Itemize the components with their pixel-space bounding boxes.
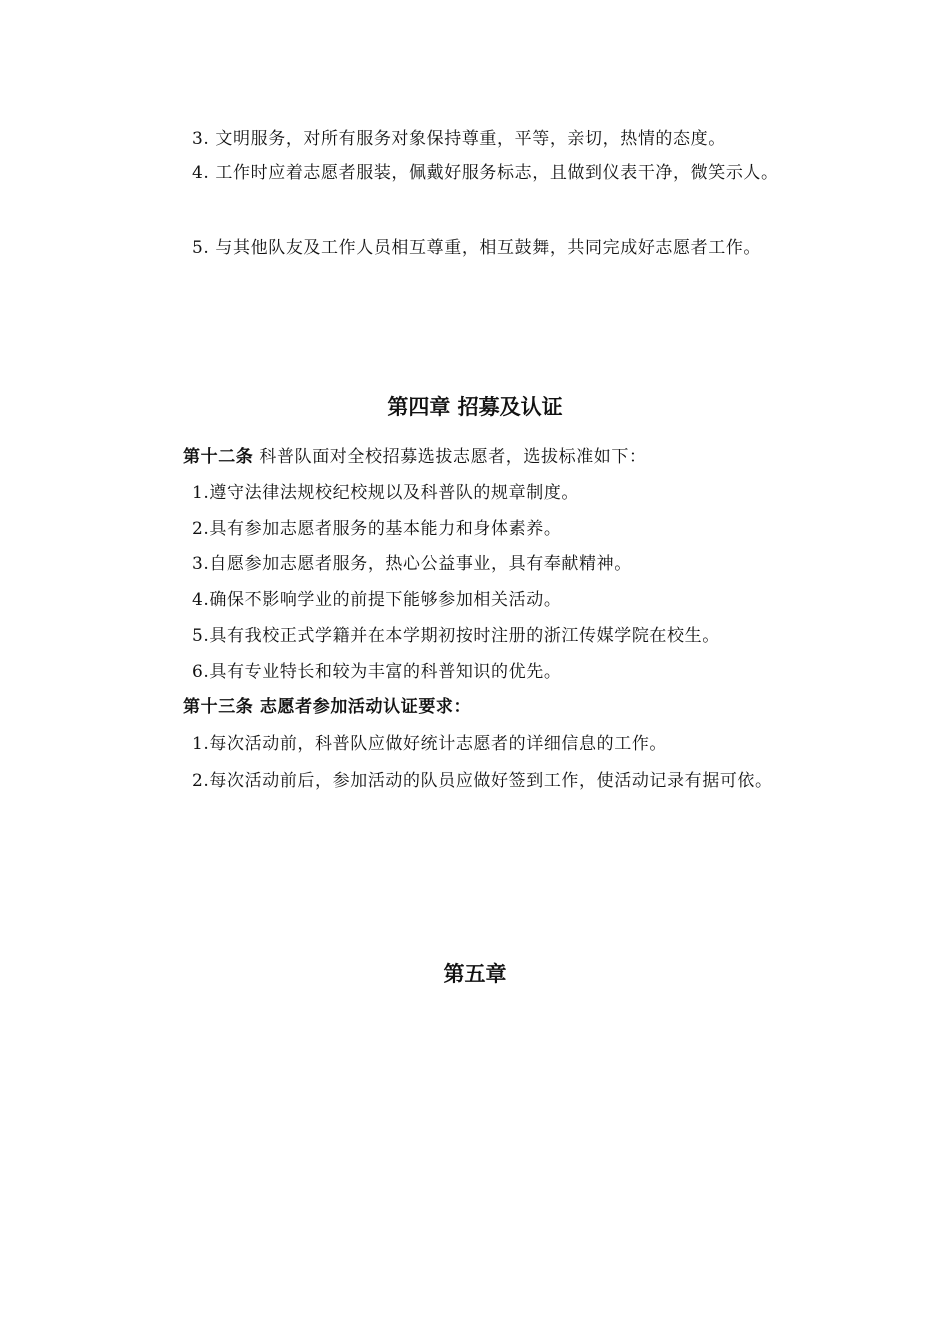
rule-item-3: 3. 文明服务，对所有服务对象保持尊重，平等，亲切，热情的态度。 (192, 129, 726, 149)
chapter-5-title: 第五章 (443, 962, 507, 986)
article-12-item: 5.具有我校正式学籍并在本学期初按时注册的浙江传媒学院在校生。 (192, 626, 720, 646)
article-12-text: 科普队面对全校招募选拔志愿者，选拔标准如下： (253, 447, 647, 467)
article-12-item: 4.确保不影响学业的前提下能够参加相关活动。 (192, 590, 562, 610)
chapter-4-title: 第四章 招募及认证 (387, 395, 563, 419)
rule-item-4: 4. 工作时应着志愿者服装，佩戴好服务标志，且做到仪表干净，微笑示人。 (192, 163, 779, 183)
article-12-item: 1.遵守法律法规校纪校规以及科普队的规章制度。 (192, 483, 580, 503)
article-13-item: 1.每次活动前，科普队应做好统计志愿者的详细信息的工作。 (192, 734, 668, 754)
article-12-item: 6.具有专业特长和较为丰富的科普知识的优先。 (192, 662, 562, 682)
article-13-label: 第十三条 志愿者参加活动认证要求： (183, 697, 472, 717)
rule-item-5: 5. 与其他队友及工作人员相互尊重，相互鼓舞，共同完成好志愿者工作。 (192, 238, 762, 258)
article-13-item: 2.每次活动前后，参加活动的队员应做好签到工作，使活动记录有据可依。 (192, 771, 773, 791)
article-12-item: 3.自愿参加志愿者服务，热心公益事业，具有奉献精神。 (192, 554, 632, 574)
article-12-label: 第十二条 (183, 447, 254, 467)
article-12-intro (183, 446, 647, 468)
article-12-item: 2.具有参加志愿者服务的基本能力和身体素养。 (192, 519, 562, 539)
